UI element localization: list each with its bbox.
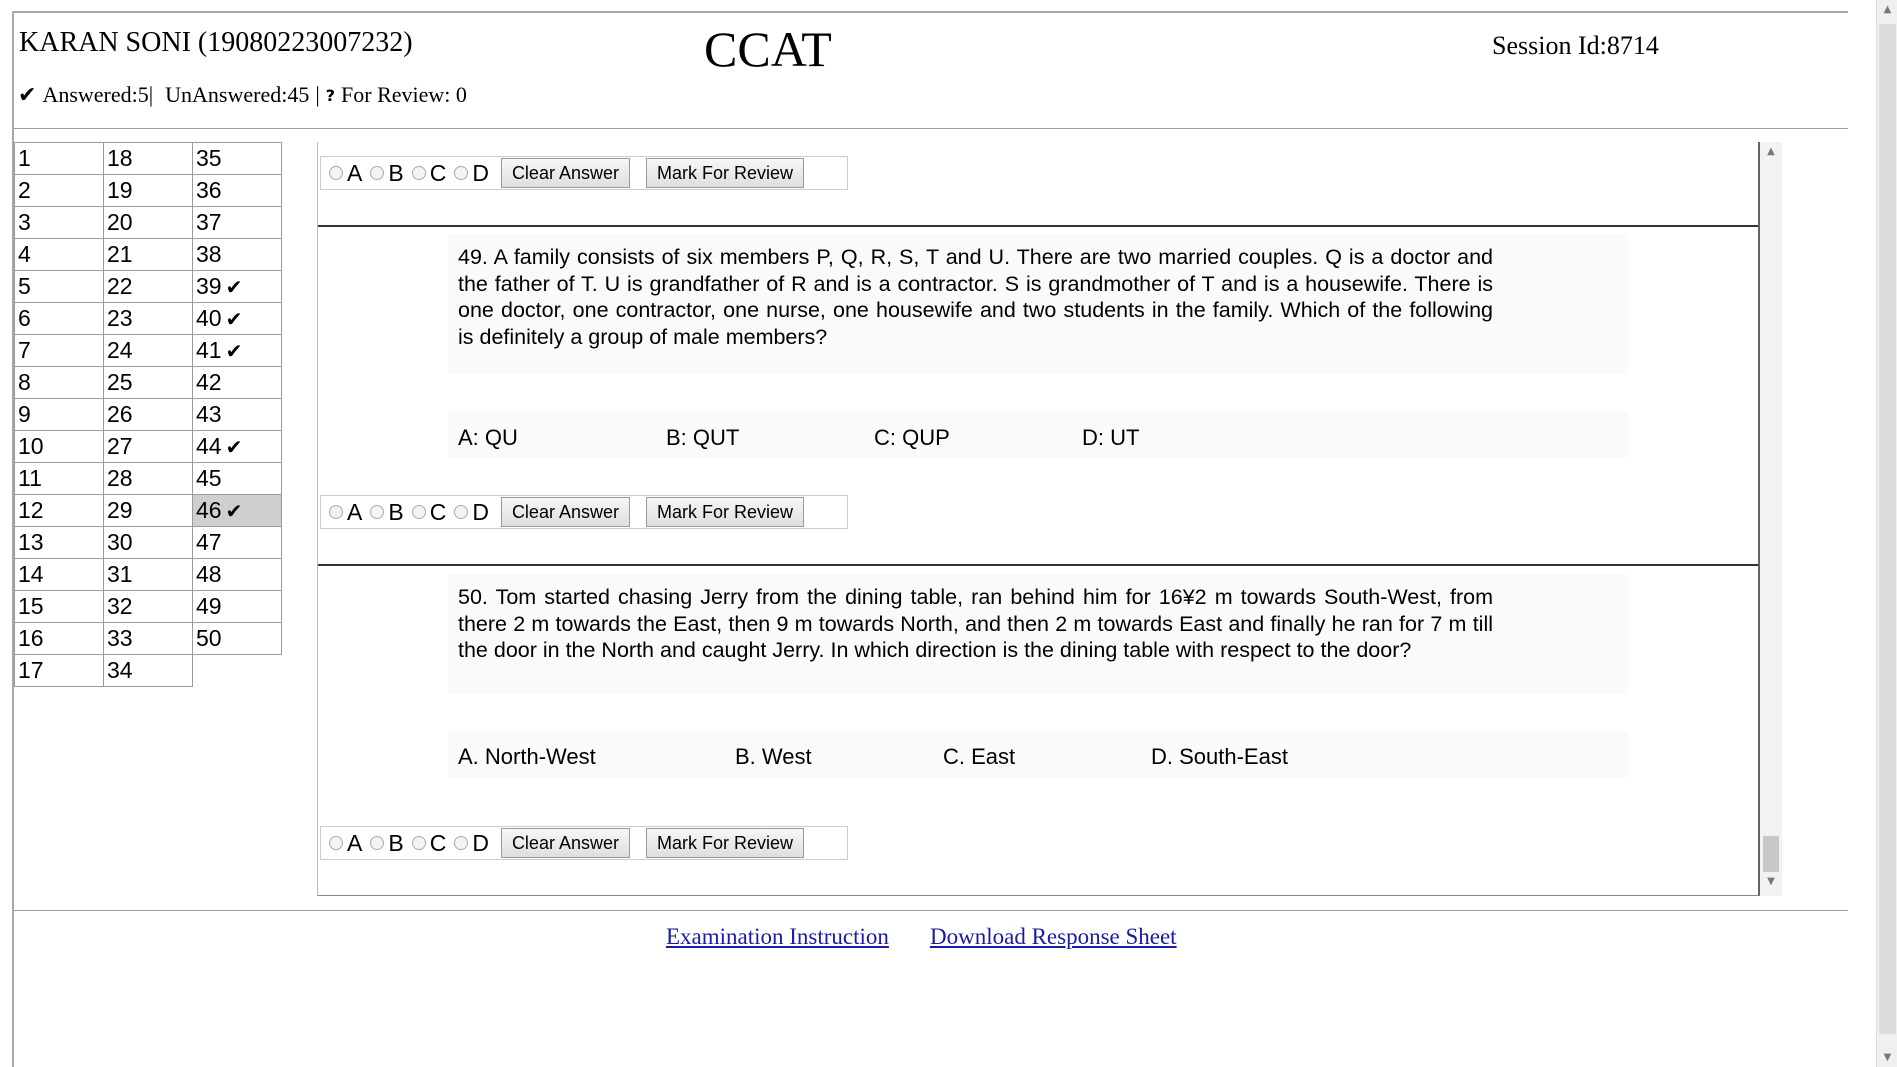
nav-question-26[interactable] xyxy=(104,399,193,431)
nav-question-10[interactable] xyxy=(15,431,104,463)
nav-question-number: 13 xyxy=(18,529,44,555)
question-panel xyxy=(317,142,1760,896)
nav-question-number: 41 xyxy=(196,337,222,363)
nav-question-42[interactable] xyxy=(193,367,282,399)
nav-question-number: 3 xyxy=(18,209,31,235)
examination-instruction-link[interactable]: Examination Instruction xyxy=(666,924,889,949)
nav-question-number: 25 xyxy=(107,369,133,395)
nav-question-number: 8 xyxy=(18,369,31,395)
for-review-count: For Review: 0 xyxy=(341,82,467,107)
nav-question-number: 35 xyxy=(196,145,222,171)
checkmark-icon: ✔ xyxy=(225,499,243,523)
question-navigator xyxy=(14,142,282,687)
nav-question-1[interactable] xyxy=(15,143,104,175)
clear-answer-button[interactable]: Clear Answer xyxy=(501,828,630,858)
nav-question-number: 36 xyxy=(196,177,222,203)
nav-question-17[interactable] xyxy=(15,655,104,687)
option-c-radio[interactable]: C xyxy=(412,160,447,187)
nav-question-number: 14 xyxy=(18,561,44,587)
nav-question-number: 26 xyxy=(107,401,133,427)
question-scrollbar[interactable] xyxy=(1760,142,1782,896)
checkmark-icon: ✔ xyxy=(18,82,37,108)
nav-question-15[interactable] xyxy=(15,591,104,623)
nav-question-number: 27 xyxy=(107,433,133,459)
choice-a: A: QU xyxy=(458,425,518,450)
nav-question-number: 32 xyxy=(107,593,133,619)
nav-question-31[interactable] xyxy=(104,559,193,591)
choice-d: D. South-East xyxy=(1151,744,1288,769)
unanswered-count: UnAnswered:45 xyxy=(165,82,310,107)
nav-question-number: 6 xyxy=(18,305,31,331)
question-mark-icon: ? xyxy=(325,85,336,105)
option-b-radio[interactable]: B xyxy=(370,830,403,857)
separator: | xyxy=(315,82,320,107)
nav-question-number: 21 xyxy=(107,241,133,267)
nav-question-number: 20 xyxy=(107,209,133,235)
nav-question-8[interactable] xyxy=(15,367,104,399)
nav-question-number: 19 xyxy=(107,177,133,203)
choice-b: B: QUT xyxy=(666,425,740,450)
session-id: Session Id:8714 xyxy=(1492,31,1659,60)
nav-question-48[interactable] xyxy=(193,559,282,591)
option-b-radio[interactable]: B xyxy=(370,499,403,526)
nav-question-number: 38 xyxy=(196,241,222,267)
nav-question-9[interactable] xyxy=(15,399,104,431)
nav-question-39[interactable] xyxy=(193,271,282,303)
choice-a: A. North-West xyxy=(458,744,596,769)
nav-question-number: 47 xyxy=(196,529,222,555)
mark-for-review-button[interactable]: Mark For Review xyxy=(646,158,804,188)
nav-question-35[interactable] xyxy=(193,143,282,175)
nav-question-number: 34 xyxy=(107,657,133,683)
nav-question-2[interactable] xyxy=(15,175,104,207)
nav-empty-cell xyxy=(193,655,282,687)
nav-question-32[interactable] xyxy=(104,591,193,623)
answer-bar-q50 xyxy=(320,826,848,860)
nav-question-23[interactable] xyxy=(104,303,193,335)
nav-question-3[interactable] xyxy=(15,207,104,239)
checkmark-icon: ✔ xyxy=(225,339,243,363)
nav-question-number: 9 xyxy=(18,401,31,427)
nav-question-16[interactable] xyxy=(15,623,104,655)
nav-question-number: 23 xyxy=(107,305,133,331)
download-response-sheet-link[interactable]: Download Response Sheet xyxy=(930,924,1177,949)
nav-question-number: 44 xyxy=(196,433,222,459)
nav-question-12[interactable] xyxy=(15,495,104,527)
choice-d: D: UT xyxy=(1082,425,1140,450)
nav-question-number: 48 xyxy=(196,561,222,587)
nav-question-4[interactable] xyxy=(15,239,104,271)
nav-question-46[interactable] xyxy=(193,495,282,527)
nav-question-34[interactable] xyxy=(104,655,193,687)
nav-question-19[interactable] xyxy=(104,175,193,207)
page-scrollbar[interactable] xyxy=(1876,0,1897,1067)
choice-c: C: QUP xyxy=(874,425,950,450)
nav-question-number: 33 xyxy=(107,625,133,651)
checkmark-icon: ✔ xyxy=(225,435,243,459)
nav-question-5[interactable] xyxy=(15,271,104,303)
nav-question-6[interactable] xyxy=(15,303,104,335)
option-d-radio[interactable]: D xyxy=(454,830,489,857)
nav-question-number: 4 xyxy=(18,241,31,267)
scroll-thumb[interactable] xyxy=(1763,836,1779,872)
nav-question-number: 18 xyxy=(107,145,133,171)
candidate-name: KARAN SONI (19080223007232) xyxy=(19,27,413,58)
option-c-radio[interactable]: C xyxy=(412,499,447,526)
nav-question-number: 12 xyxy=(18,497,44,523)
nav-question-number: 40 xyxy=(196,305,222,331)
nav-question-27[interactable] xyxy=(104,431,193,463)
option-b-radio[interactable]: B xyxy=(370,160,403,187)
answered-count: Answered:5 xyxy=(42,82,149,107)
answer-bar-q49 xyxy=(320,495,848,529)
nav-question-number: 46 xyxy=(196,497,222,523)
nav-question-number: 37 xyxy=(196,209,222,235)
nav-question-18[interactable] xyxy=(104,143,193,175)
option-c-radio[interactable]: C xyxy=(412,830,447,857)
nav-question-21[interactable] xyxy=(104,239,193,271)
nav-question-38[interactable] xyxy=(193,239,282,271)
option-a-radio[interactable]: A xyxy=(329,499,362,526)
nav-question-number: 7 xyxy=(18,337,31,363)
footer-divider xyxy=(14,910,1848,911)
nav-question-number: 17 xyxy=(18,657,44,683)
nav-question-7[interactable] xyxy=(15,335,104,367)
nav-question-24[interactable] xyxy=(104,335,193,367)
nav-question-number: 28 xyxy=(107,465,133,491)
exam-header xyxy=(14,12,1848,129)
nav-question-number: 45 xyxy=(196,465,222,491)
nav-question-25[interactable] xyxy=(104,367,193,399)
nav-question-37[interactable] xyxy=(193,207,282,239)
separator: | xyxy=(148,82,154,107)
nav-question-22[interactable] xyxy=(104,271,193,303)
nav-question-11[interactable] xyxy=(15,463,104,495)
nav-question-number: 31 xyxy=(107,561,133,587)
nav-question-number: 24 xyxy=(107,337,133,363)
nav-question-number: 39 xyxy=(196,273,222,299)
nav-question-number: 5 xyxy=(18,273,31,299)
nav-question-47[interactable] xyxy=(193,527,282,559)
nav-question-number: 2 xyxy=(18,177,31,203)
answer-bar-q48 xyxy=(320,156,848,190)
mark-for-review-button[interactable]: Mark For Review xyxy=(646,497,804,527)
nav-question-36[interactable] xyxy=(193,175,282,207)
choice-c: C. East xyxy=(943,744,1016,769)
nav-question-20[interactable] xyxy=(104,207,193,239)
clear-answer-button[interactable]: Clear Answer xyxy=(501,158,630,188)
question-divider xyxy=(318,564,1760,566)
nav-question-30[interactable] xyxy=(104,527,193,559)
checkmark-icon: ✔ xyxy=(225,275,243,299)
mark-for-review-button[interactable]: Mark For Review xyxy=(646,828,804,858)
option-a-radio[interactable]: A xyxy=(329,830,362,857)
nav-question-41[interactable] xyxy=(193,335,282,367)
nav-question-45[interactable] xyxy=(193,463,282,495)
nav-question-49[interactable] xyxy=(193,591,282,623)
nav-question-44[interactable] xyxy=(193,431,282,463)
nav-question-14[interactable] xyxy=(15,559,104,591)
nav-question-number: 43 xyxy=(196,401,222,427)
nav-question-number: 1 xyxy=(18,145,31,171)
nav-question-number: 16 xyxy=(18,625,44,651)
nav-question-number: 15 xyxy=(18,593,44,619)
question-divider xyxy=(318,225,1760,227)
page-scroll-up-icon[interactable]: ▲ xyxy=(1883,4,1892,15)
page-scroll-down-icon[interactable]: ▼ xyxy=(1883,1052,1892,1063)
nav-question-number: 11 xyxy=(18,465,42,491)
nav-question-13[interactable] xyxy=(15,527,104,559)
answer-status xyxy=(18,82,467,108)
nav-question-number: 50 xyxy=(196,625,222,651)
scroll-down-icon[interactable]: ▼ xyxy=(1767,876,1775,887)
exam-title: CCAT xyxy=(704,21,832,77)
option-d-radio[interactable]: D xyxy=(454,160,489,187)
question-50-text: 50. Tom started chasing Jerry from the dining table, ran behind him for 16¥2 m towards South-West, from there 2 m towards the East, then 9 m towards North, and then 2 m towards East and finally he ran for 7 m till the door in the North and caught Jerry. In which direction is the dining table with respect to the door? xyxy=(458,585,1493,662)
option-d-radio[interactable]: D xyxy=(454,499,489,526)
nav-question-29[interactable] xyxy=(104,495,193,527)
choice-b: B. West xyxy=(735,744,812,769)
nav-question-33[interactable] xyxy=(104,623,193,655)
nav-question-number: 42 xyxy=(196,369,222,395)
nav-question-43[interactable] xyxy=(193,399,282,431)
nav-question-number: 22 xyxy=(107,273,133,299)
checkmark-icon: ✔ xyxy=(225,307,243,331)
option-a-radio[interactable]: A xyxy=(329,160,362,187)
nav-question-40[interactable] xyxy=(193,303,282,335)
nav-question-50[interactable] xyxy=(193,623,282,655)
scroll-up-icon[interactable]: ▲ xyxy=(1767,146,1775,157)
nav-question-number: 30 xyxy=(107,529,133,555)
question-49-text: 49. A family consists of six members P, Q, R, S, T and U. There are two married couples. Q is a doctor and the father of T. U is grandfather of R and is a contractor. S is grandmother of T and is a housewife. There is one doctor, one contractor, one nurse, one housewife and two students in the family. Which of the following is definitely a group of male members? xyxy=(458,245,1493,349)
nav-question-28[interactable] xyxy=(104,463,193,495)
nav-question-number: 29 xyxy=(107,497,133,523)
page-scroll-thumb[interactable] xyxy=(1879,24,1896,1034)
nav-question-number: 49 xyxy=(196,593,222,619)
nav-question-number: 10 xyxy=(18,433,44,459)
clear-answer-button[interactable]: Clear Answer xyxy=(501,497,630,527)
